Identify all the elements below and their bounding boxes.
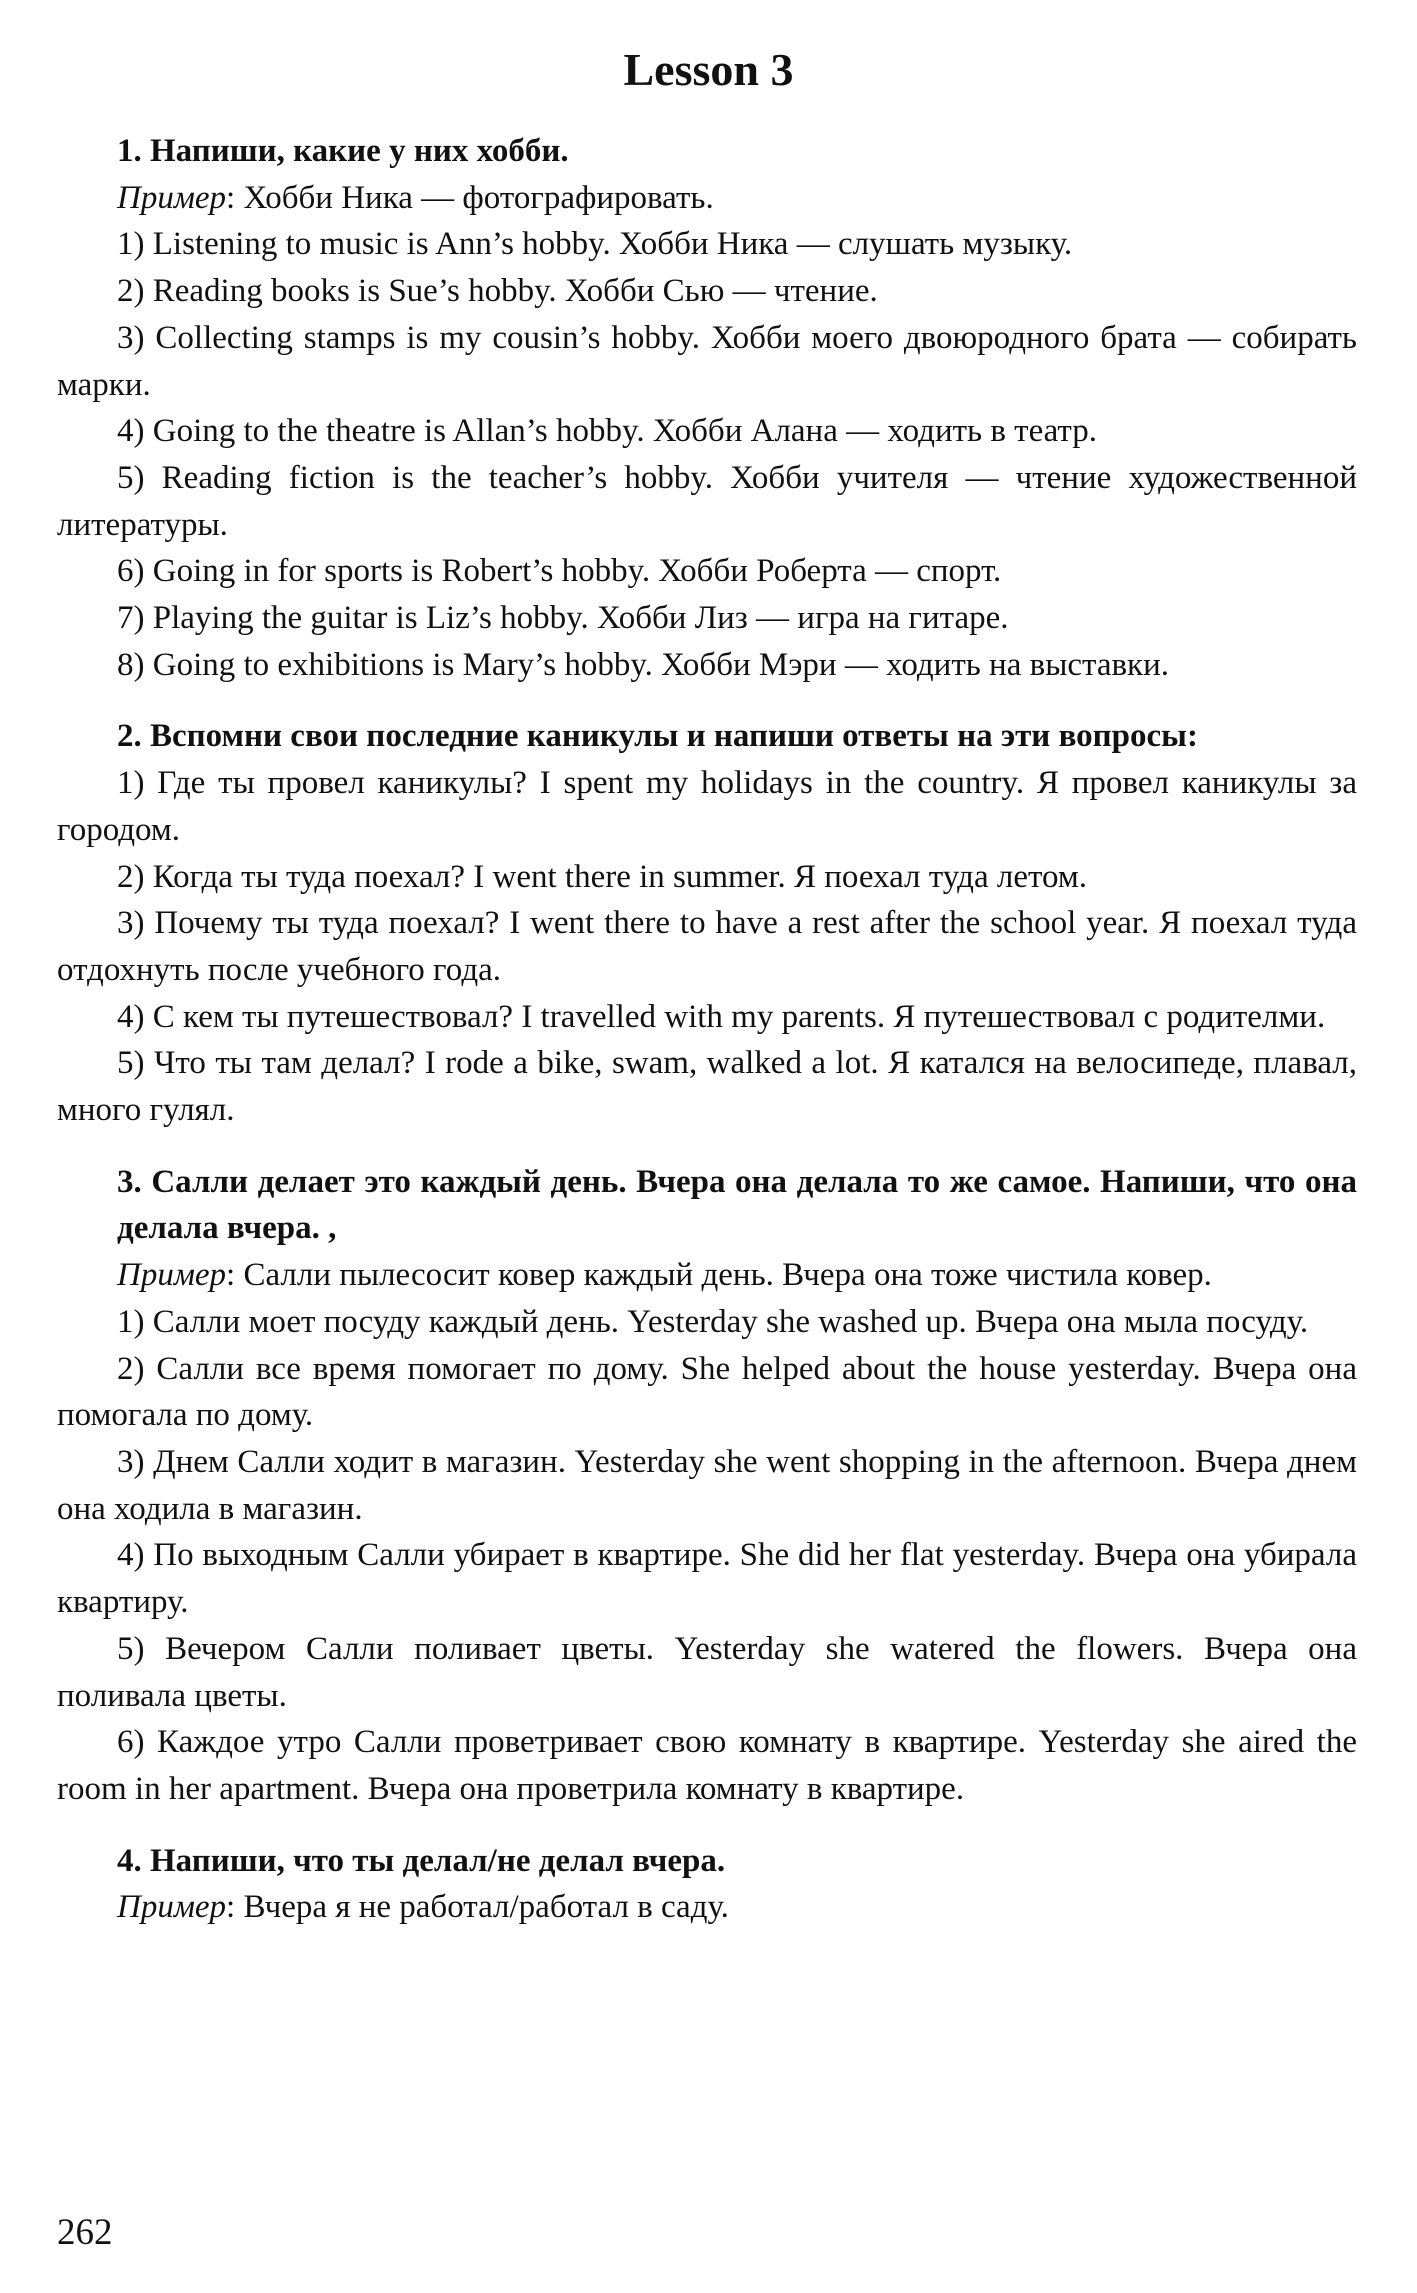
answer-item: 2) Reading books is Sue’s hobby. Хобби Сью — чтение. <box>117 273 878 310</box>
answer-item: 1) Салли моет посуду каждый день. Yesterday she washed up. Вчера она мыла посуду. <box>117 1303 1309 1340</box>
example-line <box>57 1884 1357 1931</box>
exercise-heading <box>57 1159 1357 1252</box>
answer-item: 6) Going in for sports is Robert’s hobby. Хобби Роберта — спорт. <box>117 553 1002 590</box>
answer-item: 8) Going to exhibitions is Mary’s hobby. Хобби Мэри — ходить на выставки. <box>117 646 1170 683</box>
example-text: : Салли пылесосит ковер каждый день. Вчера она тоже чистила ковер. <box>226 1257 1212 1294</box>
example-label: Пример <box>117 1257 227 1294</box>
exercise-4 <box>57 1838 1357 1931</box>
exercise-heading <box>57 1838 1357 1885</box>
exercise-3 <box>57 1159 1357 1813</box>
answer-item: 7) Playing the guitar is Liz’s hobby. Хобби Лиз — игра на гитаре. <box>117 600 1009 637</box>
answer-item: 1) Где ты провел каникулы? I spent my holidays in the country. Я провел каникулы за городом. <box>57 765 1357 848</box>
example-label: Пример <box>117 1889 227 1926</box>
exercise-heading <box>57 713 1357 760</box>
exercise-number: 1. <box>117 133 142 169</box>
exercise-instruction: Вспомни свои последние каникулы и напиши ответы на эти вопросы: <box>150 718 1198 755</box>
example-line <box>57 1252 1357 1299</box>
exercise-number: 2. <box>117 718 142 755</box>
example-text: : Хобби Ника — фотографировать. <box>226 179 714 216</box>
answer-item: 6) Каждое утро Салли проветривает свою комнату в квартире. Yesterday she aired the room in her apartment. Вчера она проветрила комнату в квартире. <box>57 1724 1357 1807</box>
answer-item: 3) Днем Салли ходит в магазин. Yesterday she went shopping in the afternoon. Вчера днем она ходила в магазин. <box>57 1443 1357 1527</box>
answer-item: 4) По выходным Салли убирает в квартире. She did her flat yesterday. Вчера она убирала квартиру. <box>57 1537 1357 1621</box>
example-text: : Вчера я не работал/работал в саду. <box>226 1889 729 1926</box>
exercise-1 <box>57 128 1357 688</box>
answer-item: 2) Салли все время помогает по дому. She helped about the house yesterday. Вчера она помогала по дому. <box>57 1350 1357 1434</box>
answer-item: 1) Listening to music is Ann’s hobby. Хобби Ника — слушать музыку. <box>117 226 1073 263</box>
exercise-heading <box>57 128 1357 175</box>
answer-item: 4) С кем ты путешествовал? I travelled with my parents. Я путешествовал с родителми. <box>117 998 1326 1035</box>
page-number: 262 <box>57 2212 113 2253</box>
exercise-instruction: Напиши, какие у них хобби. <box>150 133 569 169</box>
exercise-number: 3. <box>117 1163 142 1200</box>
answer-item: 3) Collecting stamps is my cousin’s hobby. Хобби моего двоюродного брата — собирать марки. <box>57 319 1357 403</box>
page-content <box>57 128 1357 1931</box>
exercise-instruction: Салли делает это каждый день. Вчера она делала то же самое. Напиши, что она делала вчера. , <box>117 1163 1358 1247</box>
example-label: Пример <box>117 179 227 216</box>
exercise-2 <box>57 713 1357 1133</box>
answer-item: 5) Reading fiction is the teacher’s hobby. Хобби учителя — чтение художественной литературы. <box>57 459 1357 543</box>
answer-item: 4) Going to the theatre is Allan’s hobby. Хобби Алана — ходить в театр. <box>117 413 1097 450</box>
example-line <box>57 175 1357 222</box>
answer-item: 3) Почему ты туда поехал? I went there to have a rest after the school year. Я поехал туда отдохнуть после учебного года. <box>57 905 1357 988</box>
exercise-number: 4. <box>117 1842 142 1879</box>
answer-item: 5) Что ты там делал? I rode a bike, swam, walked a lot. Я катался на велосипеде, плавал, много гулял. <box>57 1045 1357 1129</box>
answer-item: 5) Вечером Салли поливает цветы. Yesterday she watered the flowers. Вчера она поливала цветы. <box>57 1630 1357 1714</box>
answer-item: 2) Когда ты туда поехал? I went there in summer. Я поехал туда летом. <box>117 858 1087 895</box>
page-title: Lesson 3 <box>623 44 794 95</box>
exercise-instruction: Напиши, что ты делал/не делал вчера. <box>150 1842 726 1879</box>
